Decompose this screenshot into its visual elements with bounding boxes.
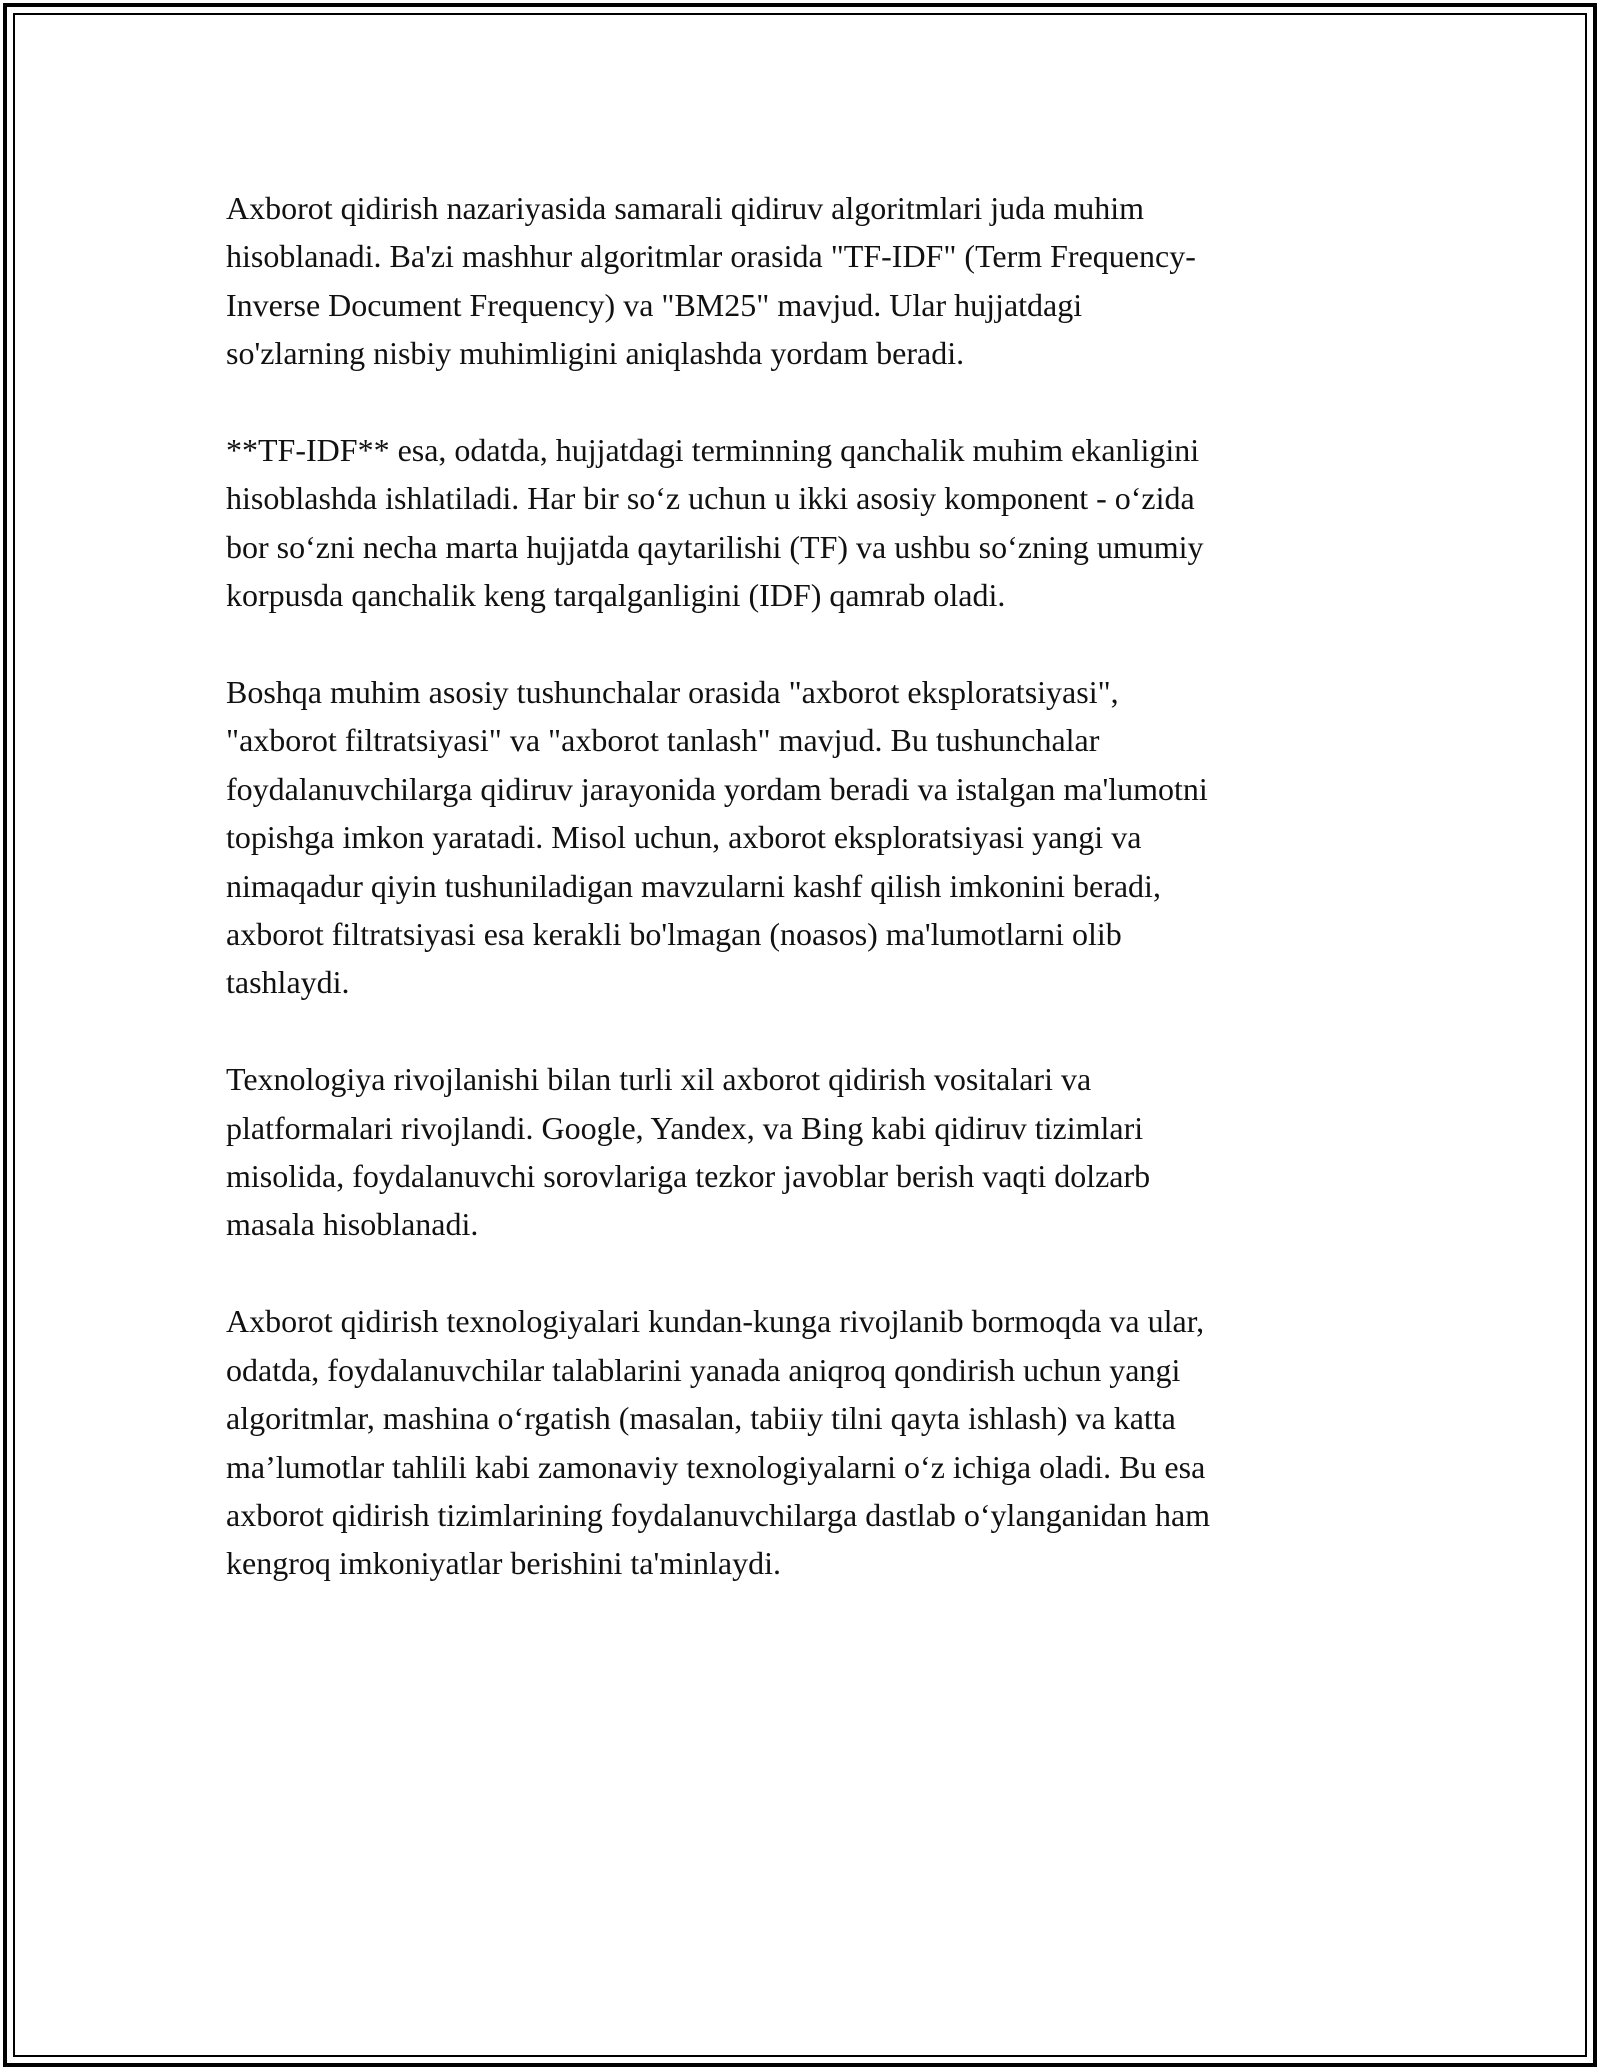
text-line: Inverse Document Frequency) va "BM25" mavjud. Ular hujjatdagi xyxy=(226,286,1083,323)
text-line: bor so‘zni necha marta hujjatda qaytarilishi (TF) va ushbu so‘zning umumiy xyxy=(226,528,1204,565)
paragraph-1 xyxy=(226,184,1376,378)
text-line: masala hisoblanadi. xyxy=(226,1206,479,1243)
text-line: Axborot qidirish nazariyasida samarali qidiruv algoritmlari juda muhim xyxy=(226,190,1144,226)
text-line: Axborot qidirish texnologiyalari kundan-kunga rivojlanib bormoqda va ular, xyxy=(226,1303,1205,1340)
text-line: foydalanuvchilarga qidiruv jarayonida yordam beradi va istalgan ma'lumotni xyxy=(226,770,1208,807)
text-line: so'zlarning nisbiy muhimligini aniqlashda yordam beradi. xyxy=(226,335,965,372)
text-line: ma’lumotlar tahlili kabi zamonaviy texnologiyalarni o‘z ichiga oladi. Bu esa xyxy=(226,1448,1206,1485)
text-line: odatda, foydalanuvchilar talablarini yanada aniqroq qondirish uchun yangi xyxy=(226,1351,1181,1388)
paragraph-5 xyxy=(226,1297,1376,1587)
text-line: axborot filtratsiyasi esa kerakli bo'lmagan (noasos) ma'lumotlarni olib xyxy=(226,916,1122,953)
text-line: **TF-IDF** esa, odatda, hujjatdagi terminning qanchalik muhim ekanligini xyxy=(226,432,1200,469)
paragraph-3 xyxy=(226,668,1376,1007)
text-line: korpusda qanchalik keng tarqalganligini (IDF) qamrab oladi. xyxy=(226,577,1006,614)
text-line: hisoblashda ishlatiladi. Har bir so‘z uchun u ikki asosiy komponent - o‘zida xyxy=(226,480,1195,517)
text-line: kengroq imkoniyatlar berishini ta'minlaydi. xyxy=(226,1545,781,1582)
paragraph-4 xyxy=(226,1055,1376,1249)
text-line: axborot qidirish tizimlarining foydalanuvchilarga dastlab o‘ylanganidan ham xyxy=(226,1496,1211,1533)
text-line: hisoblanadi. Ba'zi mashhur algoritmlar orasida "TF-IDF" (Term Frequency- xyxy=(226,238,1196,275)
text-line: misolida, foydalanuvchi sorovlariga tezkor javoblar berish vaqti dolzarb xyxy=(226,1158,1151,1195)
text-line: algoritmlar, mashina o‘rgatish (masalan, tabiiy tilni qayta ishlash) va katta xyxy=(226,1400,1176,1437)
text-line: topishga imkon yaratadi. Misol uchun, axborot eksploratsiyasi yangi va xyxy=(226,819,1142,856)
text-line: tashlaydi. xyxy=(226,964,350,1001)
document-body xyxy=(226,184,1376,1636)
text-line: Boshqa muhim asosiy tushunchalar orasida "axborot eksploratsiyasi", xyxy=(226,674,1119,711)
text-line: Texnologiya rivojlanishi bilan turli xil axborot qidirish vositalari va xyxy=(226,1061,1092,1098)
text-line: platformalari rivojlandi. Google, Yandex, va Bing kabi qidiruv tizimlari xyxy=(226,1109,1144,1146)
paragraph-2 xyxy=(226,426,1376,620)
text-line: nimaqadur qiyin tushuniladigan mavzularni kashf qilish imkonini beradi, xyxy=(226,867,1161,904)
text-line: "axborot filtratsiyasi" va "axborot tanlash" mavjud. Bu tushunchalar xyxy=(226,722,1100,759)
